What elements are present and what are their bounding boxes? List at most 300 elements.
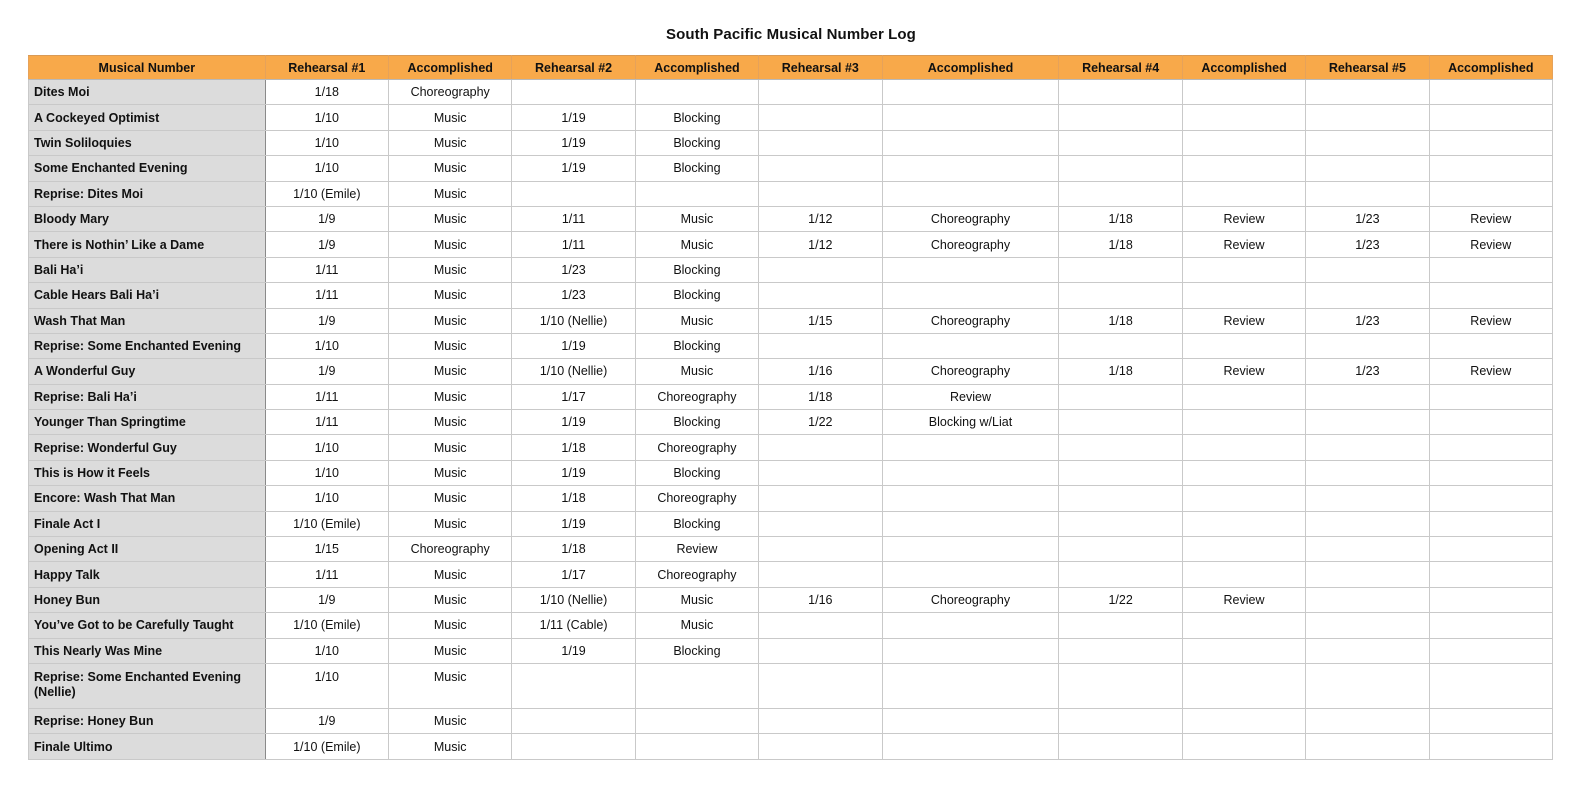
table-row	[29, 80, 1553, 105]
table-cell: 1/10	[265, 663, 388, 708]
table-cell	[1306, 410, 1429, 435]
musical-number-cell: Reprise: Some Enchanted Evening (Nellie)	[29, 663, 266, 708]
table-cell	[512, 80, 635, 105]
table-cell	[1182, 283, 1305, 308]
table-cell: 1/18	[1059, 359, 1182, 384]
table-cell	[1182, 613, 1305, 638]
table-cell	[759, 80, 882, 105]
table-row	[29, 460, 1553, 485]
table-cell	[1059, 283, 1182, 308]
table-cell	[1059, 181, 1182, 206]
table-cell: Music	[389, 708, 512, 733]
table-cell	[1429, 105, 1552, 130]
table-cell	[1306, 511, 1429, 536]
table-cell	[1429, 613, 1552, 638]
table-cell	[1306, 613, 1429, 638]
table-cell	[759, 638, 882, 663]
table-cell: Music	[389, 181, 512, 206]
table-cell: Music	[635, 206, 758, 231]
table-cell	[1306, 587, 1429, 612]
table-cell: Music	[635, 613, 758, 638]
table-row	[29, 734, 1553, 759]
table-cell	[1182, 708, 1305, 733]
table-cell: Music	[635, 308, 758, 333]
table-cell	[1429, 638, 1552, 663]
table-cell: Music	[389, 105, 512, 130]
table-cell: 1/10	[265, 638, 388, 663]
table-cell: 1/11	[265, 410, 388, 435]
table-cell	[512, 663, 635, 708]
table-row	[29, 359, 1553, 384]
musical-number-cell: A Cockeyed Optimist	[29, 105, 266, 130]
column-header: Accomplished	[1429, 56, 1552, 80]
table-cell: Review	[1429, 308, 1552, 333]
table-cell: Blocking	[635, 257, 758, 282]
table-cell	[1182, 156, 1305, 181]
table-cell	[759, 105, 882, 130]
musical-number-log-table	[28, 55, 1553, 760]
table-cell: Music	[389, 734, 512, 759]
table-cell: Blocking	[635, 638, 758, 663]
table-cell: Blocking	[635, 511, 758, 536]
musical-number-cell: Happy Talk	[29, 562, 266, 587]
table-cell	[1059, 156, 1182, 181]
table-cell	[1059, 613, 1182, 638]
table-cell	[1059, 708, 1182, 733]
table-cell	[1059, 663, 1182, 708]
table-cell: 1/12	[759, 206, 882, 231]
table-cell	[635, 80, 758, 105]
musical-number-cell: This Nearly Was Mine	[29, 638, 266, 663]
table-cell: Choreography	[635, 486, 758, 511]
table-cell	[882, 511, 1059, 536]
table-cell	[759, 708, 882, 733]
table-cell	[759, 435, 882, 460]
table-cell: Blocking	[635, 156, 758, 181]
table-cell	[1059, 384, 1182, 409]
table-cell	[1429, 734, 1552, 759]
table-cell	[1059, 80, 1182, 105]
table-row	[29, 511, 1553, 536]
table-row	[29, 384, 1553, 409]
musical-number-cell: Reprise: Honey Bun	[29, 708, 266, 733]
table-cell: 1/10 (Nellie)	[512, 587, 635, 612]
table-cell: Blocking w/Liat	[882, 410, 1059, 435]
musical-number-cell: Dites Moi	[29, 80, 266, 105]
table-cell: 1/9	[265, 359, 388, 384]
table-cell: 1/10	[265, 333, 388, 358]
table-cell	[1429, 511, 1552, 536]
table-cell: Choreography	[882, 206, 1059, 231]
table-cell	[1306, 333, 1429, 358]
musical-number-cell: Younger Than Springtime	[29, 410, 266, 435]
column-header: Accomplished	[882, 56, 1059, 80]
table-cell	[882, 734, 1059, 759]
table-cell	[1306, 460, 1429, 485]
table-cell	[1429, 587, 1552, 612]
table-cell: 1/11 (Cable)	[512, 613, 635, 638]
table-cell: 1/23	[512, 257, 635, 282]
table-cell	[882, 486, 1059, 511]
table-cell	[1182, 80, 1305, 105]
table-row	[29, 206, 1553, 231]
table-cell: Music	[389, 232, 512, 257]
table-cell: 1/10 (Emile)	[265, 181, 388, 206]
musical-number-cell: Finale Act I	[29, 511, 266, 536]
table-cell: 1/11	[265, 283, 388, 308]
table-cell	[1429, 257, 1552, 282]
table-cell	[512, 708, 635, 733]
table-cell	[759, 511, 882, 536]
table-cell: Choreography	[882, 308, 1059, 333]
table-cell	[1059, 410, 1182, 435]
table-cell	[1059, 562, 1182, 587]
table-cell: Choreography	[882, 359, 1059, 384]
table-cell: 1/10	[265, 130, 388, 155]
table-cell	[759, 613, 882, 638]
table-row	[29, 486, 1553, 511]
table-cell	[882, 105, 1059, 130]
table-cell	[759, 537, 882, 562]
table-row	[29, 410, 1553, 435]
table-cell	[882, 181, 1059, 206]
table-cell	[1429, 181, 1552, 206]
table-cell	[1182, 384, 1305, 409]
table-cell: Choreography	[389, 80, 512, 105]
table-cell: Music	[389, 562, 512, 587]
table-cell: 1/17	[512, 384, 635, 409]
column-header: Accomplished	[389, 56, 512, 80]
table-cell	[1306, 638, 1429, 663]
table-cell	[759, 257, 882, 282]
table-cell: 1/23	[1306, 308, 1429, 333]
table-cell	[1306, 435, 1429, 460]
table-cell	[1059, 460, 1182, 485]
table-cell	[1059, 257, 1182, 282]
table-cell: 1/10 (Nellie)	[512, 308, 635, 333]
header-row	[29, 56, 1553, 80]
musical-number-cell: This is How it Feels	[29, 460, 266, 485]
musical-number-cell: You’ve Got to be Carefully Taught	[29, 613, 266, 638]
table-cell	[1059, 734, 1182, 759]
table-row	[29, 181, 1553, 206]
table-cell	[882, 562, 1059, 587]
musical-number-cell: Reprise: Some Enchanted Evening	[29, 333, 266, 358]
table-cell: 1/19	[512, 156, 635, 181]
table-cell	[1182, 181, 1305, 206]
table-cell: Music	[389, 613, 512, 638]
table-cell: 1/23	[1306, 359, 1429, 384]
table-cell	[759, 283, 882, 308]
table-cell: 1/17	[512, 562, 635, 587]
table-cell	[1306, 257, 1429, 282]
table-cell	[759, 562, 882, 587]
table-cell	[512, 181, 635, 206]
table-cell: 1/19	[512, 130, 635, 155]
table-cell	[1182, 486, 1305, 511]
table-cell	[882, 130, 1059, 155]
table-cell	[1182, 410, 1305, 435]
table-cell	[1429, 562, 1552, 587]
table-row	[29, 613, 1553, 638]
table-row	[29, 232, 1553, 257]
table-cell: Review	[1429, 232, 1552, 257]
table-cell	[882, 257, 1059, 282]
table-cell	[882, 638, 1059, 663]
table-cell	[1059, 435, 1182, 460]
table-cell: 1/18	[759, 384, 882, 409]
table-cell	[1429, 333, 1552, 358]
table-row	[29, 435, 1553, 460]
table-cell: Review	[1182, 232, 1305, 257]
table-cell: 1/16	[759, 587, 882, 612]
table-cell: 1/19	[512, 638, 635, 663]
table-cell	[635, 663, 758, 708]
table-cell	[1182, 562, 1305, 587]
table-cell	[1429, 486, 1552, 511]
table-cell: 1/18	[1059, 232, 1182, 257]
table-cell	[1429, 384, 1552, 409]
table-cell	[635, 181, 758, 206]
column-header: Rehearsal #2	[512, 56, 635, 80]
table-cell: Review	[635, 537, 758, 562]
table-cell	[759, 734, 882, 759]
table-cell: 1/16	[759, 359, 882, 384]
table-cell: Choreography	[635, 562, 758, 587]
table-cell: Blocking	[635, 460, 758, 485]
table-cell: 1/10 (Emile)	[265, 613, 388, 638]
table-cell: 1/18	[265, 80, 388, 105]
table-cell: 1/9	[265, 308, 388, 333]
table-cell: Music	[389, 359, 512, 384]
table-cell: Blocking	[635, 105, 758, 130]
table-cell: Music	[389, 257, 512, 282]
table-row	[29, 333, 1553, 358]
table-cell	[1059, 130, 1182, 155]
column-header: Rehearsal #1	[265, 56, 388, 80]
table-cell: Music	[389, 511, 512, 536]
table-row	[29, 537, 1553, 562]
musical-number-cell: Twin Soliloquies	[29, 130, 266, 155]
table-cell: Blocking	[635, 410, 758, 435]
table-cell: 1/12	[759, 232, 882, 257]
musical-number-cell: Some Enchanted Evening	[29, 156, 266, 181]
table-cell: 1/11	[512, 232, 635, 257]
musical-number-cell: There is Nothin’ Like a Dame	[29, 232, 266, 257]
table-cell: Music	[389, 384, 512, 409]
musical-number-cell: Reprise: Wonderful Guy	[29, 435, 266, 460]
musical-number-cell: A Wonderful Guy	[29, 359, 266, 384]
table-cell	[1182, 460, 1305, 485]
table-cell: 1/10	[265, 156, 388, 181]
table-cell	[882, 80, 1059, 105]
table-cell	[759, 181, 882, 206]
table-row	[29, 587, 1553, 612]
musical-number-cell: Encore: Wash That Man	[29, 486, 266, 511]
table-cell	[1182, 257, 1305, 282]
table-cell	[1306, 105, 1429, 130]
table-cell	[1182, 435, 1305, 460]
table-cell	[1306, 384, 1429, 409]
column-header: Accomplished	[635, 56, 758, 80]
column-header: Rehearsal #5	[1306, 56, 1429, 80]
table-cell	[1182, 638, 1305, 663]
table-cell	[1429, 708, 1552, 733]
table-cell: Choreography	[635, 435, 758, 460]
table-cell: 1/23	[1306, 232, 1429, 257]
table-cell: Review	[1182, 359, 1305, 384]
table-cell: Choreography	[389, 537, 512, 562]
table-cell: Blocking	[635, 283, 758, 308]
table-cell	[1306, 283, 1429, 308]
table-cell: 1/11	[265, 257, 388, 282]
table-cell	[759, 156, 882, 181]
table-row	[29, 562, 1553, 587]
table-cell: 1/15	[759, 308, 882, 333]
table-cell: 1/11	[512, 206, 635, 231]
table-row	[29, 708, 1553, 733]
table-cell: 1/9	[265, 708, 388, 733]
table-row	[29, 156, 1553, 181]
table-cell	[1306, 562, 1429, 587]
table-cell: 1/19	[512, 333, 635, 358]
table-cell: Review	[1429, 359, 1552, 384]
table-cell	[1182, 537, 1305, 562]
table-cell	[1306, 486, 1429, 511]
table-row	[29, 663, 1553, 708]
column-header: Accomplished	[1182, 56, 1305, 80]
table-cell	[1429, 537, 1552, 562]
table-cell: 1/18	[1059, 308, 1182, 333]
table-cell	[1429, 130, 1552, 155]
table-cell	[635, 708, 758, 733]
table-cell	[882, 613, 1059, 638]
table-row	[29, 257, 1553, 282]
table-cell: Review	[1429, 206, 1552, 231]
table-cell	[1059, 537, 1182, 562]
table-cell	[759, 130, 882, 155]
table-cell	[1059, 105, 1182, 130]
table-cell	[1059, 511, 1182, 536]
table-cell: 1/18	[512, 486, 635, 511]
table-cell	[882, 435, 1059, 460]
musical-number-cell: Wash That Man	[29, 308, 266, 333]
table-cell: Music	[389, 206, 512, 231]
table-cell	[882, 156, 1059, 181]
table-cell: 1/11	[265, 384, 388, 409]
table-cell	[1306, 708, 1429, 733]
table-cell: 1/23	[1306, 206, 1429, 231]
table-cell	[1429, 663, 1552, 708]
musical-number-cell: Cable Hears Bali Ha’i	[29, 283, 266, 308]
table-cell: Music	[389, 130, 512, 155]
table-cell: Music	[389, 638, 512, 663]
table-cell	[1429, 156, 1552, 181]
musical-number-cell: Bloody Mary	[29, 206, 266, 231]
table-cell: Music	[635, 232, 758, 257]
table-cell: 1/11	[265, 562, 388, 587]
table-cell: Music	[389, 435, 512, 460]
table-cell: Music	[635, 587, 758, 612]
table-cell: Review	[1182, 206, 1305, 231]
table-cell: Music	[389, 156, 512, 181]
table-cell	[1306, 181, 1429, 206]
table-cell: 1/10	[265, 460, 388, 485]
table-cell	[882, 333, 1059, 358]
table-cell: Choreography	[882, 587, 1059, 612]
table-cell: 1/9	[265, 206, 388, 231]
table-cell	[1182, 333, 1305, 358]
table-cell: Music	[389, 486, 512, 511]
table-cell: Music	[389, 283, 512, 308]
table-cell: 1/23	[512, 283, 635, 308]
table-cell: Music	[389, 587, 512, 612]
table-cell	[882, 460, 1059, 485]
table-cell	[759, 663, 882, 708]
table-cell: 1/9	[265, 232, 388, 257]
table-cell	[1306, 537, 1429, 562]
musical-number-cell: Bali Ha’i	[29, 257, 266, 282]
table-body	[29, 80, 1553, 760]
table-cell: 1/15	[265, 537, 388, 562]
table-cell	[1182, 511, 1305, 536]
table-cell	[882, 663, 1059, 708]
table-cell: 1/19	[512, 410, 635, 435]
table-cell	[1429, 435, 1552, 460]
table-cell	[1059, 333, 1182, 358]
table-cell: 1/10 (Emile)	[265, 734, 388, 759]
table-cell: Review	[1182, 308, 1305, 333]
table-row	[29, 283, 1553, 308]
table-row	[29, 105, 1553, 130]
table-cell: Music	[635, 359, 758, 384]
table-cell: 1/18	[512, 537, 635, 562]
page-title: South Pacific Musical Number Log	[666, 26, 916, 43]
table-cell	[1429, 283, 1552, 308]
table-cell	[882, 708, 1059, 733]
table-cell	[1182, 734, 1305, 759]
table-cell: 1/19	[512, 105, 635, 130]
table-cell: Review	[882, 384, 1059, 409]
table-cell: 1/10	[265, 105, 388, 130]
table-cell	[1306, 734, 1429, 759]
table-cell	[1182, 663, 1305, 708]
table-cell: 1/10 (Nellie)	[512, 359, 635, 384]
table-cell: Review	[1182, 587, 1305, 612]
table-cell: 1/10	[265, 486, 388, 511]
table-row	[29, 130, 1553, 155]
table-cell	[1306, 80, 1429, 105]
table-cell	[1306, 156, 1429, 181]
table-cell: 1/18	[512, 435, 635, 460]
table-cell: 1/9	[265, 587, 388, 612]
table-cell	[1429, 410, 1552, 435]
table-cell	[1306, 663, 1429, 708]
musical-number-cell: Reprise: Dites Moi	[29, 181, 266, 206]
table-cell: Blocking	[635, 333, 758, 358]
column-header: Rehearsal #3	[759, 56, 882, 80]
table-cell: 1/10 (Emile)	[265, 511, 388, 536]
musical-number-cell: Reprise: Bali Ha’i	[29, 384, 266, 409]
musical-number-cell: Honey Bun	[29, 587, 266, 612]
table-cell	[1059, 486, 1182, 511]
table-cell: Music	[389, 410, 512, 435]
table-cell: 1/19	[512, 511, 635, 536]
table-cell: Choreography	[882, 232, 1059, 257]
table-cell	[759, 333, 882, 358]
table-cell	[512, 734, 635, 759]
table-cell: Blocking	[635, 130, 758, 155]
